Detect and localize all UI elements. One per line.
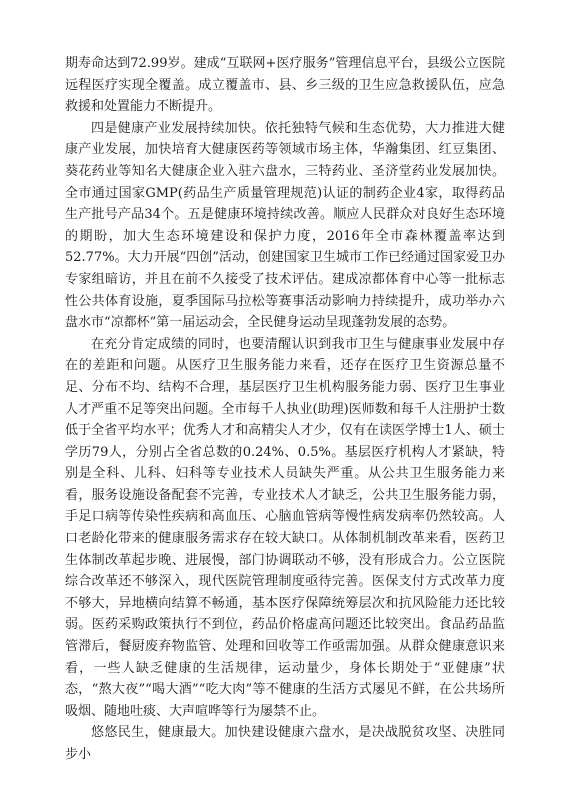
- paragraph-health-industry: 四是健康产业发展持续加快。依托独特气候和生态优势，大力推进大健康产业发展，加快培育大健康医药等领域市场主体，华瀚集团、红豆集团、葵花药业等知名大健康企业入驻六盘水，三特药业、圣济堂药业发展加快。全市通过国家GMP(药品生产质量管理规范)认证的制药企业4家，取得药品生产批号产品34个。五是健康环境持续改善。顺应人民群众对良好生态环境的期盼，加大生态环境建设和保护力度，2016年全市森林覆盖率达到52.77%。大力开展“四创”活动，创建国家卫生城市工作已经通过国家爱卫办专家组暗访，并且在前不久接受了技术评估。建成凉都体育中心等一批标志性公共体育设施，夏季国际马拉松等赛事活动影响力持续提升，成功举办六盘水市“凉都杯”第一届运动会，全民健身运动呈现蓬勃发展的态势。: [65, 120, 505, 331]
- paragraph-continued: 期寿命达到72.99岁。建成“互联网+医疗服务”管理信息平台，县级公立医院远程医疗实现全覆盖。成立覆盖市、县、乡三级的卫生应急救援队伍，应急救援和处置能力不断提升。: [65, 56, 505, 115]
- document-body: [65, 53, 505, 766]
- paragraph-conclusion: 悠悠民生，健康最大。加快建设健康六盘水，是决战脱贫攻坚、决胜同步小: [65, 725, 505, 762]
- paragraph-problems: 在充分肯定成绩的同时，也要清醒认识到我市卫生与健康事业发展中存在的差距和问题。从医疗卫生服务能力来看，还存在医疗卫生资源总量不足、分布不均、结构不合理，基层医疗卫生机构服务能力弱、医疗卫生事业人才严重不足等突出问题。全市每千人执业(助理)医师数和每千人注册护士数低于全省平均水平；优秀人才和高精尖人才少，仅有在读医学博士1人、硕士学历79人，分别占全省总数的0.24%、0.5%。基层医疗机构人才紧缺，特别是全科、儿科、妇科等专业技术人员缺失严重。从公共卫生服务能力来看，服务设施设备配套不完善，专业技术人才缺乏，公共卫生服务能力弱，手足口病等传染性疾病和高血压、心脑血管病等慢性病发病率仍然较高。人口老龄化带来的健康服务需求存在较大缺口。从体制机制改革来看，医药卫生体制改革起步晚、进展慢，部门协调联动不够，没有形成合力。公立医院综合改革还不够深入，现代医院管理制度亟待完善。医保支付方式改革力度不够大，异地横向结算不畅通，基本医疗保障统筹层次和抗风险能力还比较弱。医药采购政策执行不到位，药品价格虚高问题还比较突出。食品药品监管滞后，餐厨废弃物监管、处理和回收等工作亟需加强。从群众健康意识来看，一些人缺乏健康的生活规律，运动量少，身体长期处于“亚健康”状态，“熬大夜”“喝大酒”“吃大肉”等不健康的生活方式屡见不鲜，在公共场所吸烟、随地吐痰、大声喧哗等行为屡禁不止。: [65, 336, 505, 719]
